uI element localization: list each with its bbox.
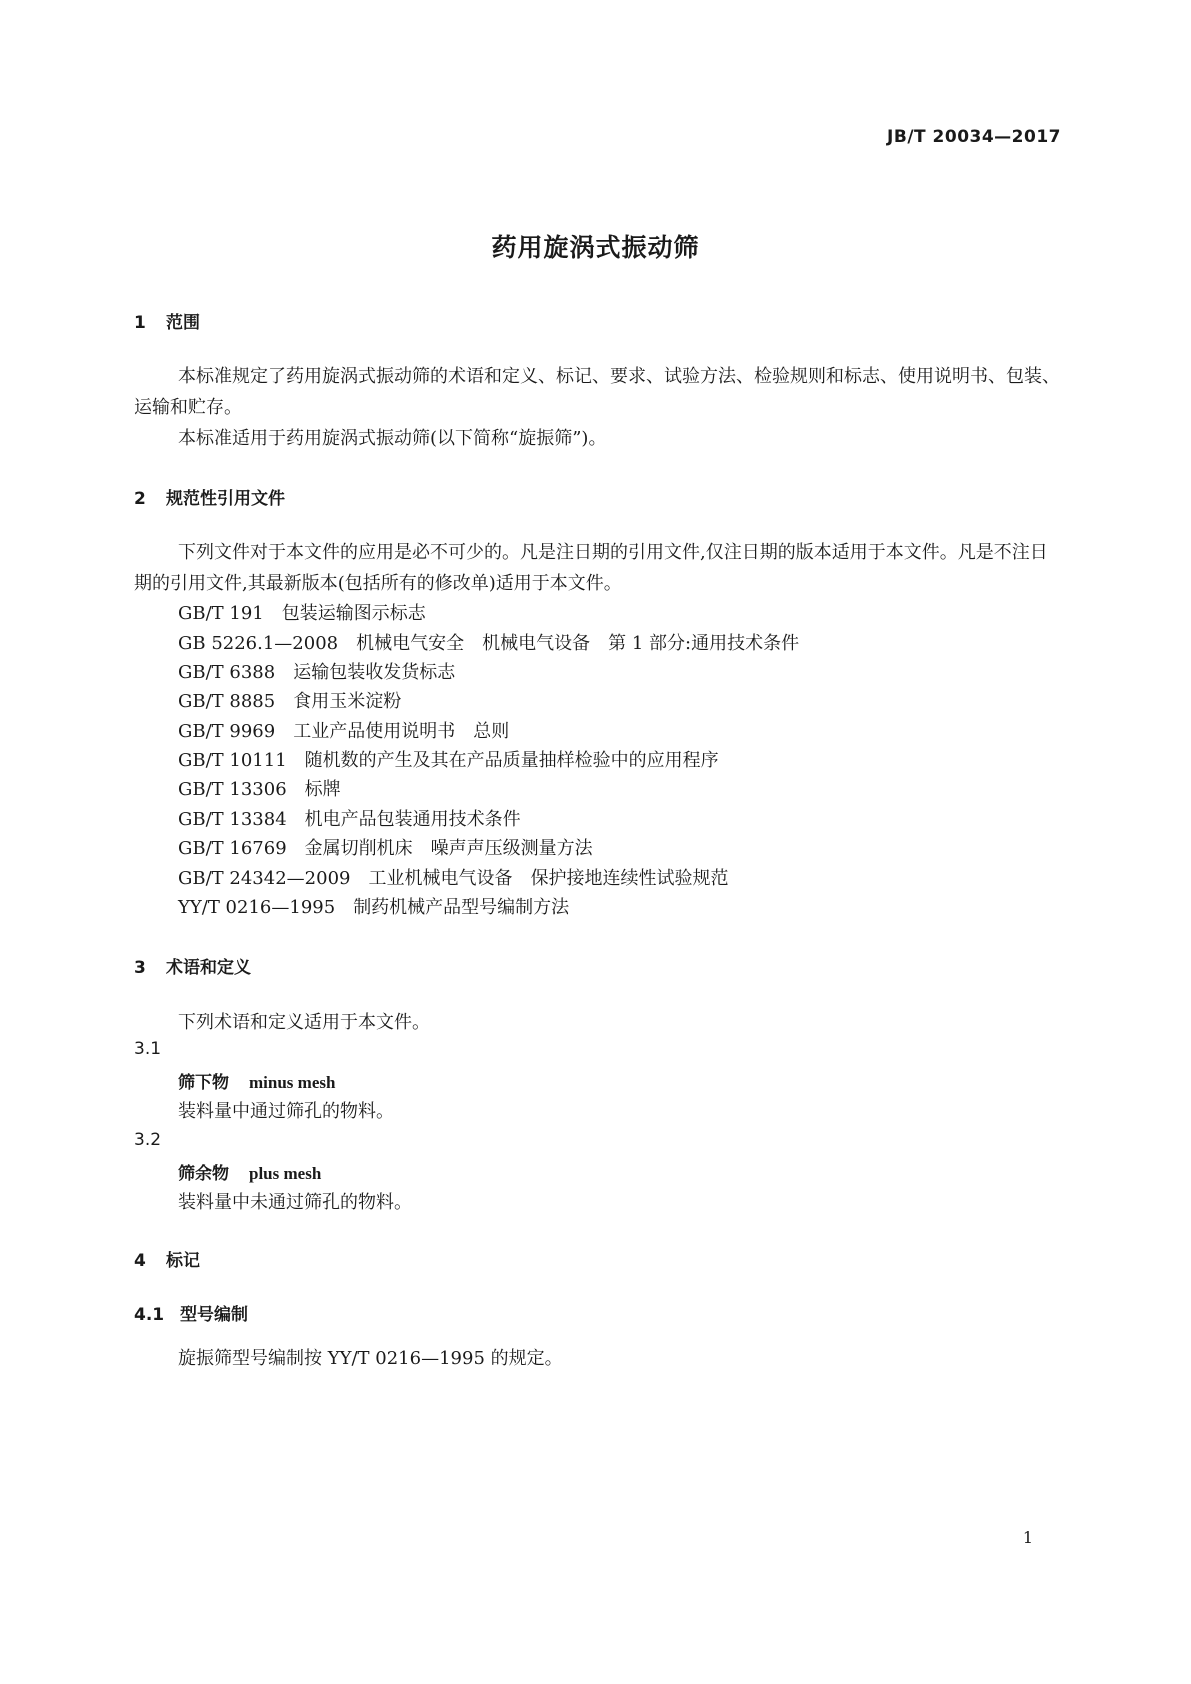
reference-code: GB/T 13384: [178, 809, 287, 830]
reference-item: [178, 893, 569, 919]
section-2-heading: [134, 484, 285, 509]
term-definition: 装料量中通过筛孔的物料。: [178, 1101, 394, 1122]
standard-code: JB/T 20034—2017: [887, 127, 1061, 147]
reference-title: 机电产品包装通用技术条件: [304, 809, 521, 830]
reference-item: [178, 717, 509, 743]
reference-item: [178, 599, 426, 625]
section-number: 2: [134, 489, 146, 509]
reference-code: GB 5226.1—2008: [178, 633, 339, 654]
reference-title: 包装运输图示标志: [281, 603, 426, 624]
section-title: 术语和定义: [166, 958, 251, 978]
term-en: plus mesh: [249, 1164, 322, 1183]
reference-code: GB/T 8885: [178, 691, 276, 712]
term-zh: 筛下物: [178, 1073, 229, 1093]
term-en: minus mesh: [249, 1073, 336, 1092]
term-number: 3.1: [134, 1039, 162, 1059]
section-title: 范围: [166, 313, 200, 333]
page-number: 1: [1022, 1528, 1033, 1547]
reference-title: 运输包装收发货标志: [293, 662, 456, 683]
term-entry: [178, 1068, 335, 1093]
model-numbering-text: 旋振筛型号编制按 YY/T 0216—1995 的规定。: [178, 1348, 563, 1369]
subsection-title: 型号编制: [180, 1305, 248, 1325]
section-number: 1: [134, 313, 146, 333]
reference-code: GB/T 24342—2009: [178, 868, 351, 889]
reference-title: 工业产品使用说明书 总则: [293, 721, 510, 742]
section-title: 规范性引用文件: [166, 489, 285, 509]
reference-item: [178, 834, 593, 860]
reference-item: [178, 805, 521, 831]
scope-paragraph-1: 本标准规定了药用旋涡式振动筛的术语和定义、标记、要求、试验方法、检验规则和标志、使用说明书、包装、运输和贮存。: [134, 366, 1060, 418]
reference-title: 机械电气安全 机械电气设备 第 1 部分:通用技术条件: [356, 633, 800, 654]
section-number: 3: [134, 958, 146, 978]
reference-item: [178, 746, 719, 772]
document-title: 药用旋涡式振动筛: [491, 233, 700, 262]
terms-intro: 下列术语和定义适用于本文件。: [178, 1012, 430, 1033]
reference-title: 随机数的产生及其在产品质量抽样检验中的应用程序: [304, 750, 719, 771]
reference-code: GB/T 13306: [178, 779, 287, 800]
reference-item: [178, 775, 341, 801]
reference-code: GB/T 10111: [178, 750, 287, 771]
term-definition: 装料量中未通过筛孔的物料。: [178, 1192, 412, 1213]
reference-code: GB/T 6388: [178, 662, 276, 683]
subsection-number: 4.1: [134, 1305, 165, 1325]
references-intro: 下列文件对于本文件的应用是必不可少的。凡是注日期的引用文件,仅注日期的版本适用于本文件。凡是不注日期的引用文件,其最新版本(包括所有的修改单)适用于本文件。: [134, 542, 1048, 594]
reference-title: 工业机械电气设备 保护接地连续性试验规范: [368, 868, 729, 889]
section-3-heading: [134, 953, 251, 978]
reference-title: 金属切削机床 噪声声压级测量方法: [304, 838, 593, 859]
subsection-4-1-heading: [134, 1300, 248, 1325]
term-number: 3.2: [134, 1130, 162, 1150]
term-zh: 筛余物: [178, 1164, 229, 1184]
reference-code: GB/T 191: [178, 603, 264, 624]
section-title: 标记: [166, 1251, 200, 1271]
section-number: 4: [134, 1251, 146, 1271]
reference-code: YY/T 0216—1995: [178, 897, 336, 918]
section-1-heading: [134, 308, 200, 333]
reference-item: [178, 687, 401, 713]
reference-title: 制药机械产品型号编制方法: [353, 897, 570, 918]
reference-item: [178, 864, 728, 890]
reference-title: 食用玉米淀粉: [293, 691, 402, 712]
reference-item: [178, 629, 799, 655]
term-entry: [178, 1159, 321, 1184]
section-4-heading: [134, 1246, 200, 1271]
reference-code: GB/T 16769: [178, 838, 287, 859]
reference-title: 标牌: [304, 779, 341, 800]
reference-item: [178, 658, 455, 684]
scope-paragraph-2: 本标准适用于药用旋涡式振动筛(以下简称“旋振筛”)。: [178, 428, 607, 449]
reference-code: GB/T 9969: [178, 721, 276, 742]
